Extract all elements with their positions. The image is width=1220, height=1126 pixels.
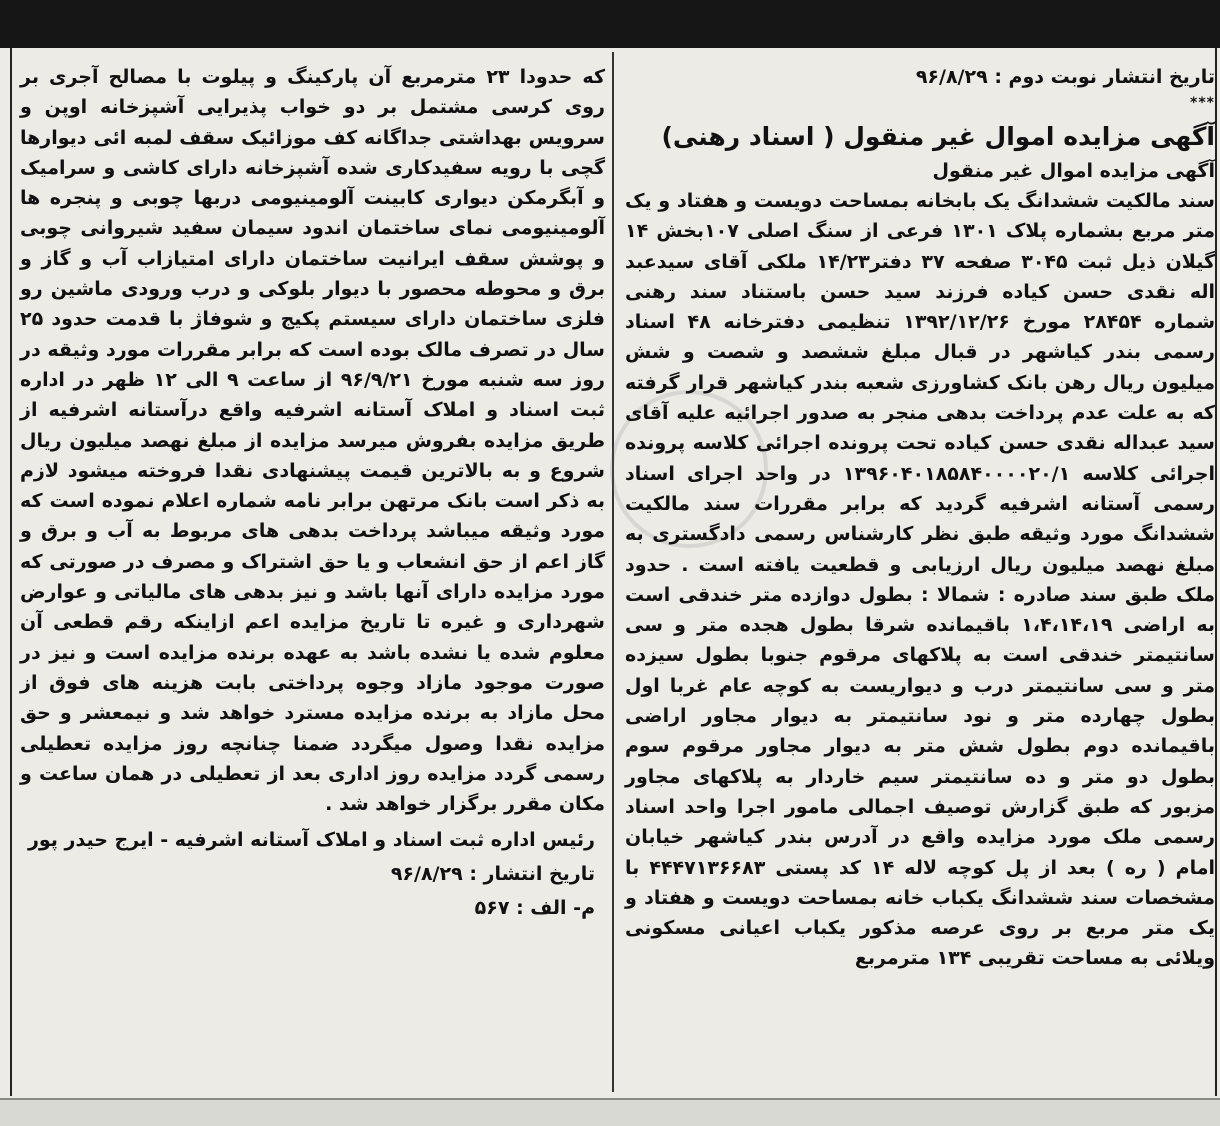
notice-title: آگهی مزایده اموال غیر منقول ( اسناد رهنی) <box>661 122 1215 151</box>
left-column-body: که حدودا ۲۳ مترمربع آن پارکینگ و پیلوت با مصالح آجری بر روی کرسی مشتمل بر دو خواب پذیرایی آشپزخانه اوپن و سرویس بهداشتی جداگانه کف موزائیک سقف لمبه ائی دیوارها گچی با رویه سفیدکاری شده آشپزخانه دارای کاشی و سرامیک و آبگرمکن دیواری کابینت آلومینیومی دربها چوبی و پنجره ها آلومینیومی نمای ساختمان اندود سیمان سفید شیروانی چوبی و پوشش سقف ایرانیت ساختمان دارای امتیازاب آب و گاز و برق و محوطه محصور با دیوار بلوکی و درب ورودی ماشین رو فلزی ساختمان دارای سیستم پکیج و شوفاژ با قدمت حدود ۲۵ سال در تصرف مالک بوده است که برابر مقررات مورد وثیقه در روز سه شنبه مورخ ۹۶/۹/۲۱ از ساعت ۹ الی ۱۲ ظهر در اداره ثبت اسناد و املاک آستانه اشرفیه واقع درآستانه اشرفیه از طریق مزایده بفروش میرسد مزایده از مبلغ نهصد میلیون ریال شروع و به بالاترین قیمت پیشنهادی نقدا فروخته میشود لازم به ذکر است بانک مرتهن برابر نامه شماره اعلام نموده است که مورد وثیقه میباشد پرداخت بدهی های مربوط به آب و برق و گاز اعم از حق انشعاب و یا حق اشتراک و مصرف در صورتی که مورد مزایده دارای آنها باشد و نیز بدهی های مالیاتی و عوارض شهرداری و غیره تا تاریخ مزایده اعم ازاینکه رقم قطعی آن معلوم شده یا نشده باشد به عهده برنده مزایده است و نیز در صورت موجود مازاد وجوه پرداختی بابت هزینه های فوق از محل مازاد به برنده مزایده مسترد خواهد شد و نیمعشر و حق مزایده نقدا وصول میگردد ضمنا چنانچه روز مزایده تعطیلی رسمی گردد مزایده روز اداری بعد از تعطیلی در همان ساعت و مکان مقرر برگزار خواهد شد . <box>20 66 605 816</box>
reference-code: م- الف : ۵۶۷ <box>474 897 595 920</box>
stars-separator: *** <box>1190 95 1215 111</box>
top-black-bar <box>0 0 1220 48</box>
column-divider <box>612 52 614 1092</box>
second-publication-date: تاریخ انتشار نوبت دوم : ۹۶/۸/۲۹ <box>915 66 1215 88</box>
signature-line: رئیس اداره ثبت اسناد و املاک آستانه اشرفیه - ایرج حیدر پور <box>27 829 595 852</box>
left-column <box>20 62 605 925</box>
publication-date: تاریخ انتشار : ۹۶/۸/۲۹ <box>390 863 595 886</box>
bottom-edge <box>0 1098 1220 1126</box>
notice-subtitle: آگهی مزایده اموال غیر منقول <box>932 160 1215 182</box>
right-column-body: سند مالکیت ششدانگ یک بابخانه بمساحت دویست و هفتاد و یک متر مربع بشماره پلاک ۱۳۰۱ فرعی از سنگ اصلی ۱۰۷بخش ۱۴ گیلان ذیل ثبت ۳۰۴۵ صفحه ۳۷ دفتر۱۴/۲۳ ملکی آقای سیدعبد اله نقدی حسن کیاده فرزند سید حسن باستناد سند رهنی شماره ۲۸۴۵۴ مورخ ۱۳۹۲/۱۲/۲۶ تنظیمی دفترخانه ۴۸ اسناد رسمی بندر کیاشهر در قبال مبلغ ششصد و شصت و شش میلیون ریال رهن بانک کشاورزی شعبه بندر کیاشهر قرار گرفته که به علت عدم پرداخت بدهی منجر به صدور اجرائیه علیه آقای سید عبداله نقدی حسن کیاده تحت پرونده اجرائی کلاسه پرونده اجرائی کلاسه ۱۳۹۶۰۴۰۱۸۵۸۴۰۰۰۰۲۰/۱ در واحد اجرای اسناد رسمی آستانه اشرفیه گردید که برابر مقررات سند مالکیت ششدانگ مورد وثیقه طبق نظر کارشناس رسمی دادگستری به مبلغ نهصد میلیون ریال ارزیابی و قطعیت یافته است . حدود ملک طبق سند صادره : شمالا : بطول دوازده متر خندقی است به اراضی ۱،۴،۱۴،۱۹ باقیمانده شرقا بطول هجده متر و سی سانتیمتر خندقی است به پلاکهای مرقوم جنوبا بطول سیزده متر و سی سانتیمتر درب و دیواریست به کوچه عام غربا اول بطول چهارده متر و نود سانتیمتر به دیوار مجاور اراضی باقیمانده دوم بطول شش متر به دیوار مجاور مرقوم سوم بطول دو متر و ده سانتیمتر سیم خاردار به پلاکهای مجاور مزبور که طبق گزارش توصیف اجمالی مامور اجرا واحد اسناد رسمی ملک مورد مزایده واقع در آدرس بندر کیاشهر خیابان امام ( ره ) بعد از پل کوچه لاله ۱۴ کد پستی ۴۴۴۷۱۳۶۶۸۳ با مشخصات سند ششدانگ یکباب خانه بمساحت دویست و هفتاد و یک متر مربع بر روی عرصه مذکور یکباب اعیانی مسکونی ویلائی به مساحت تقریبی ۱۳۴ مترمربع <box>625 190 1216 970</box>
right-column <box>625 62 1215 974</box>
